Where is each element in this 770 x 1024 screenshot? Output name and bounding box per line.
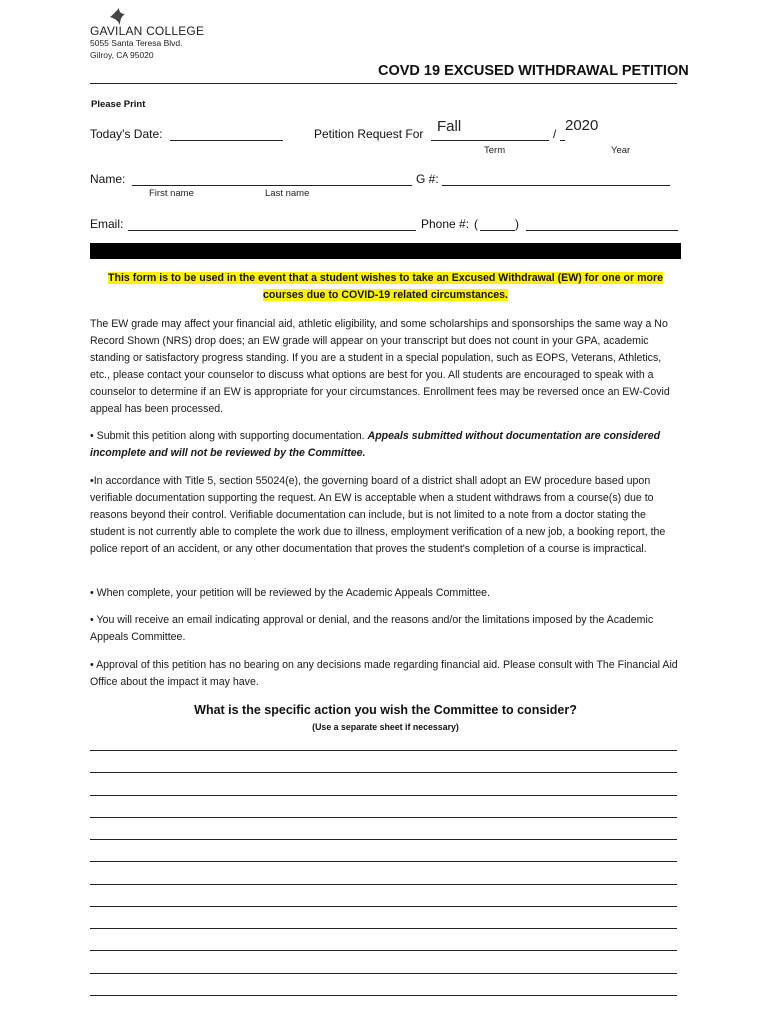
phone-area-code-field[interactable] (480, 217, 515, 231)
email-field[interactable] (128, 217, 416, 231)
writing-line[interactable] (90, 906, 677, 907)
first-name-caption: First name (149, 188, 194, 199)
writing-line[interactable] (90, 861, 677, 862)
petition-request-label: Petition Request For (314, 127, 424, 141)
g-number-field[interactable] (442, 172, 670, 186)
email-label: Email: (90, 217, 124, 231)
notice-banner (90, 270, 681, 304)
phone-paren-close: ) (515, 217, 519, 231)
submit-text: • Submit this petition along with supporting documentation. (90, 430, 368, 442)
page-title: COVD 19 EXCUSED WITHDRAWAL PETITION (378, 63, 689, 79)
phone-number-field[interactable] (526, 217, 678, 231)
notice-line-1: This form is to be used in the event that a student wishes to take an Excused Withdrawal (EW) for one or more (108, 272, 663, 284)
paragraph-ew-grade: The EW grade may affect your financial aid, athletic eligibility, and some scholarships and sponsorships the same way a No Record Shown (NRS) drop does; an EW grade will appear on your transcript but does not count in your GPA, academic standing or satisfactory progress standing. If you are a student in a special population, such as EOPS, Veterans, Athletics, etc., please contact your counselor to discuss what options are best for you. All students are encouraged to speak with a counselor to determine if an EW is appropriate for your circumstances. Enrollment fees may be reversed once an EW-Covid appeal has been processed. (90, 318, 670, 415)
writing-line[interactable] (90, 795, 677, 796)
last-name-caption: Last name (265, 188, 310, 199)
g-number-label: G #: (416, 172, 439, 186)
writing-line[interactable] (90, 884, 677, 885)
term-caption: Term (484, 145, 506, 156)
writing-line[interactable] (90, 817, 677, 818)
paragraph-email-notice: • You will receive an email indicating approval or denial, and the reasons and/or the limitations imposed by the Academic Appeals Committee. (90, 614, 654, 643)
writing-line[interactable] (90, 973, 677, 974)
college-name: GAVILAN COLLEGE (90, 24, 205, 38)
todays-date-label: Today’s Date: (90, 127, 163, 141)
submit-warning: Appeals submitted without documentation are considered incomplete and will not be reviewed by the Committee. (90, 430, 661, 459)
section-divider-bar (90, 243, 681, 259)
address-line-1: 5055 Santa Teresa Blvd. (90, 38, 183, 48)
term-value: Fall (437, 118, 462, 135)
writing-line[interactable] (90, 750, 677, 751)
question-note: (Use a separate sheet if necessary) (312, 722, 459, 732)
paragraph-financial-aid: • Approval of this petition has no bearing on any decisions made regarding financial aid. Please consult with The Financial Aid Office about the impact it may have. (90, 659, 678, 688)
writing-line[interactable] (90, 950, 677, 951)
please-print-label: Please Print (91, 99, 146, 110)
writing-line[interactable] (90, 839, 677, 840)
phone-paren-open: ( (474, 217, 478, 231)
address-line-2: Gilroy, CA 95020 (90, 50, 154, 60)
name-label: Name: (90, 172, 126, 186)
title-divider (90, 83, 677, 84)
notice-line-2: courses due to COVID-19 related circumstances. (263, 289, 508, 301)
paragraph-submit (90, 428, 682, 462)
paragraph-title5: •In accordance with Title 5, section 55024(e), the governing board of a district shall adopt an EW procedure based upon verifiable documentation supporting the request. An EW is acceptable when a student withdraws from a course(s) due to reasons beyond their control. Verifiable documentation can include, but is not limited to a note from a doctor stating the student is not currently able to complete the work due to illness, employment verification of a new job, a booking report, the police report of an accident, or any other documentation that proves the student's completion of a course is impractical. (90, 475, 666, 555)
todays-date-field[interactable] (170, 127, 283, 141)
name-field[interactable] (132, 172, 412, 186)
question-heading: What is the specific action you wish the Committee to consider? (194, 703, 577, 717)
writing-line[interactable] (90, 772, 677, 773)
phone-label: Phone #: (421, 217, 470, 231)
writing-line[interactable] (90, 995, 677, 996)
year-value: 2020 (565, 117, 599, 134)
paragraph-review: • When complete, your petition will be reviewed by the Academic Appeals Committee. (90, 587, 490, 599)
writing-line[interactable] (90, 928, 677, 929)
year-separator: / (553, 127, 557, 141)
year-caption: Year (611, 145, 631, 156)
